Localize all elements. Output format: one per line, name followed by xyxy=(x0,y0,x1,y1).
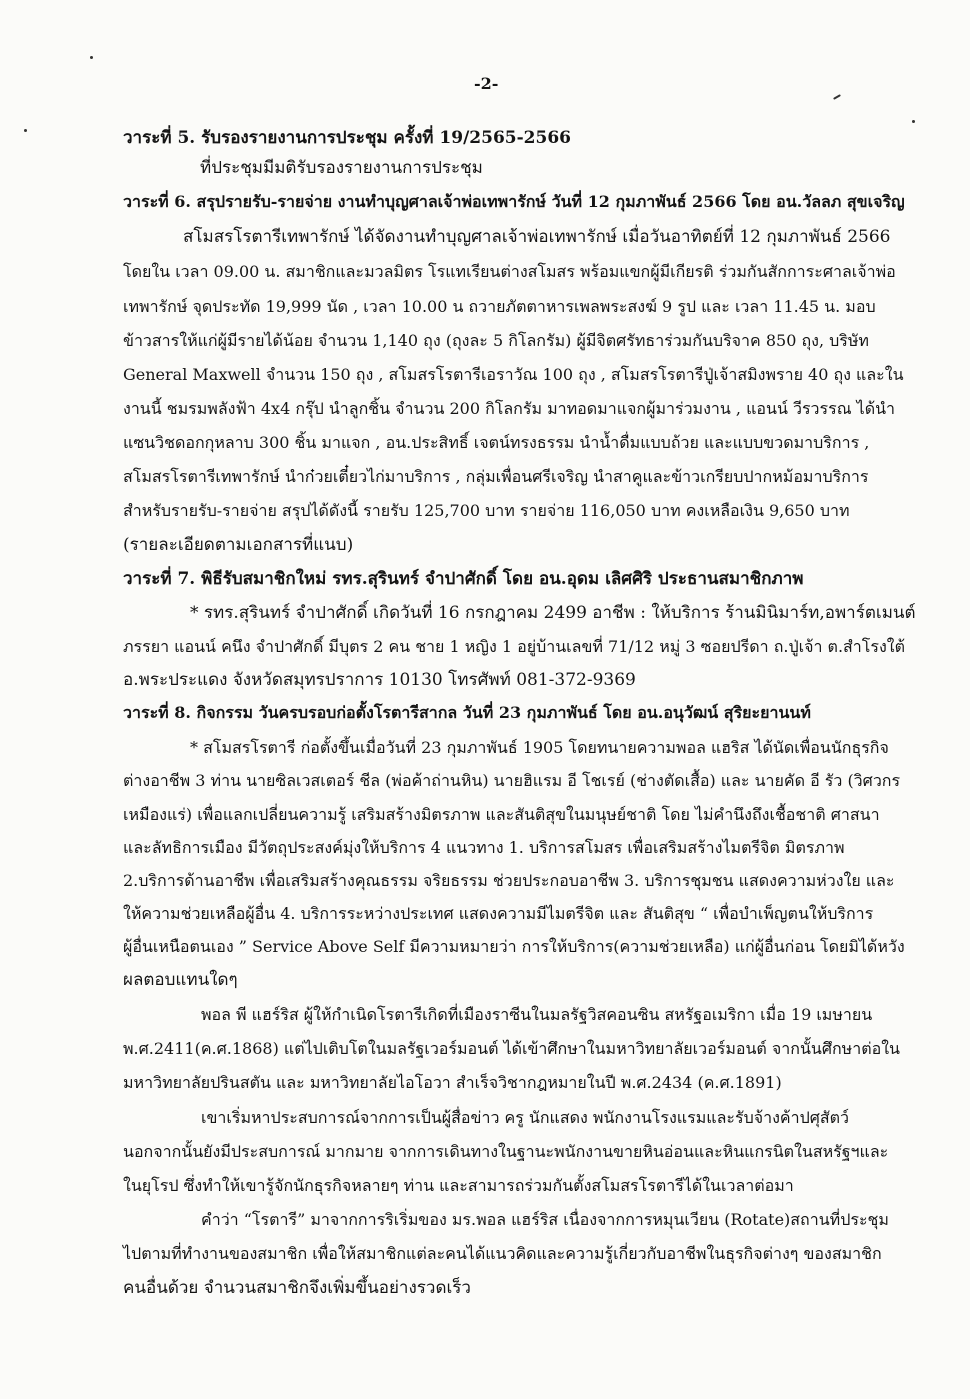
agenda-8-line-7: ผู้อื่นเหนือตนเอง ” Service Above Self มีความหมายว่า การให้บริการ(ความช่วยเหลือ) แก่ผู้อื่นก่อน โดยมิได้หวัง xyxy=(123,937,905,956)
scan-speck xyxy=(833,94,841,100)
agenda-6-line-8: สโมสรโรตารีเทพารักษ์ นำก๋วยเตี๋ยวไก่มาบริการ , กลุ่มเพื่อนศรีเจริญ นำสาคูและข้าวเกรียบปากหม้อมาบริการ xyxy=(123,467,869,486)
career-line-3: ในยุโรป ซึ่งทำให้เขารู้จักนักธุรกิจหลายๆ ท่าน และสามารถร่วมกันตั้งสโมสรโรตารีได้ในเวลาต่อมา xyxy=(123,1176,794,1195)
agenda-8-line-1: * สโมสรโรตารี ก่อตั้งขึ้นเมื่อวันที่ 23 กุมภาพันธ์ 1905 โดยทนายความพอล แฮริส ได้นัดเพื่อนนักธุรกิจ xyxy=(190,738,889,757)
agenda-6-line-7: แซนวิชดอกกุหลาบ 300 ชิ้น มาแจก , อน.ประสิทธิ์ เจตน์ทรงธรรม นำน้ำดื่มแบบถ้วย และแบบขวดมาบริการ , xyxy=(123,433,870,452)
rotary-name-line-2: ไปตามที่ทำงานของสมาชิก เพื่อให้สมาชิกแต่ละคนได้แนวคิดและความรู้เกี่ยวกับอาชีพในธุรกิจต่างๆ ของสมาชิก xyxy=(123,1244,882,1263)
agenda-5-heading: วาระที่ 5. รับรองรายงานการประชุม ครั้งที่ 19/2565-2566 xyxy=(123,128,571,148)
agenda-8-line-3: เหมืองแร่) เพื่อแลกเปลี่ยนความรู้ เสริมสร้างมิตรภาพ และสันติสุขในมนุษย์ชาติ โดย ไม่คำนึงถึงเชื้อชาติ ศาสนา xyxy=(123,805,880,824)
agenda-6-line-2: โดยใน เวลา 09.00 น. สมาชิกและมวลมิตร โรแทเรียนต่างสโมสร พร้อมแขกผู้มีเกียรติ ร่วมกันสักการะศาลเจ้าพ่อ xyxy=(123,262,896,281)
scan-speck xyxy=(24,129,27,132)
paul-harris-line-3: มหาวิทยาลัยปรินสตัน และ มหาวิทยาลัยไอโอวา สำเร็จวิชากฎหมายในปี พ.ศ.2434 (ค.ศ.1891) xyxy=(123,1073,782,1092)
agenda-8-line-5: 2.บริการด้านอาชีพ เพื่อเสริมสร้างคุณธรรม จริยธรรม ช่วยประกอบอาชีพ 3. บริการชุมชน แสดงความห่วงใย และ xyxy=(123,871,895,890)
agenda-8-line-6: ให้ความช่วยเหลือผู้อื่น 4. บริการระหว่างประเทศ แสดงความมีไมตรีจิต และ สันติสุข “ เพื่อบำเพ็ญตนให้บริการ xyxy=(123,904,874,923)
scan-speck xyxy=(912,120,915,123)
scan-speck xyxy=(90,56,93,59)
agenda-8-line-8: ผลตอบแทนใดๆ xyxy=(123,970,238,990)
career-line-1: เขาเริ่มหาประสบการณ์จากการเป็นผู้สื่อข่าว ครู นักแสดง พนักงานโรงแรมและรับจ้างค้าปศุสัตว์ xyxy=(201,1108,850,1127)
paul-harris-line-1: พอล พี แฮร์ริส ผู้ให้กำเนิดโรตารีเกิดที่เมืองราซีนในมลรัฐวิสคอนซิน สหรัฐอเมริกา เมื่อ 19 เมษายน xyxy=(201,1005,873,1024)
agenda-6-heading: วาระที่ 6. สรุปรายรับ-รายจ่าย งานทำบุญศาลเจ้าพ่อเทพารักษ์ วันที่ 12 กุมภาพันธ์ 2566 โดย อน.วัลลภ สุขเจริญ xyxy=(123,192,905,211)
agenda-6-line-9: สำหรับรายรับ-รายจ่าย สรุปได้ดังนี้ รายรับ 125,700 บาท รายจ่าย 116,050 บาท คงเหลือเงิน 9,650 บาท xyxy=(123,501,850,520)
agenda-6-line-1: สโมสรโรตารีเทพารักษ์ ได้จัดงานทำบุญศาลเจ้าพ่อเทพารักษ์ เมื่อวันอาทิตย์ที่ 12 กุมภาพันธ์ 2566 xyxy=(183,227,891,247)
career-line-2: นอกจากนั้นยังมีประสบการณ์ มากมาย จากการเดินทางในฐานะพนักงานขายหินอ่อนและหินแกรนิตในสหรัฐฯและ xyxy=(123,1142,889,1161)
agenda-6-line-6: งานนี้ ชมรมพลังฟ้า 4x4 กรุ๊ป นำลูกชิ้น จำนวน 200 กิโลกรัม มาทอดมาแจกผู้มาร่วมงาน , แอนน์ วีรวรรณ ได้นำ xyxy=(123,399,896,418)
agenda-7-line-1: * รทร.สุรินทร์ จำปาศักดิ์ เกิดวันที่ 16 กรกฎาคม 2499 อาชีพ : ให้บริการ ร้านมินิมาร์ท,อพาร์ตเมนต์ xyxy=(190,603,916,623)
agenda-7-heading: วาระที่ 7. พิธีรับสมาชิกใหม่ รทร.สุรินทร์ จำปาศักดิ์ โดย อน.อุดม เลิศศิริ ประธานสมาชิกภาพ xyxy=(123,569,804,589)
agenda-6-line-10: (รายละเอียดตามเอกสารที่แนบ) xyxy=(123,535,354,555)
page-number: -2- xyxy=(474,74,499,93)
agenda-7-line-2: ภรรยา แอนน์ คนึง จำปาศักดิ์ มีบุตร 2 คน ชาย 1 หญิง 1 อยู่บ้านเลขที่ 71/12 หมู่ 3 ซอยปรีดา ถ.ปู่เจ้า ต.สำโรงใต้ xyxy=(123,637,905,656)
agenda-8-heading: วาระที่ 8. กิจกรรม วันครบรอบก่อตั้งโรตารีสากล วันที่ 23 กุมภาพันธ์ โดย อน.อนุวัฒน์ สุริยะยานนท์ xyxy=(123,703,811,722)
paul-harris-line-2: พ.ศ.2411(ค.ศ.1868) แต่ไปเติบโตในมลรัฐเวอร์มอนต์ ได้เข้าศึกษาในมหาวิทยาลัยเวอร์มอนต์ จากนั้นศึกษาต่อใน xyxy=(123,1039,900,1058)
agenda-7-line-3: อ.พระประแดง จังหวัดสมุทรปราการ 10130 โทรศัพท์ 081-372-9369 xyxy=(123,670,636,690)
rotary-name-line-1: คำว่า “โรตารี” มาจากการริเริ่มของ มร.พอล แฮร์ริส เนื่องจากการหมุนเวียน (Rotate)สถานที่ประชุม xyxy=(201,1210,889,1229)
agenda-6-line-5: General Maxwell จำนวน 150 ถุง , สโมสรโรตารีเอราวัณ 100 ถุง , สโมสรโรตารีปู่เจ้าสมิงพราย 40 ถุง และใน xyxy=(123,365,904,384)
agenda-8-line-4: และลัทธิการเมือง มีวัตถุประสงค์มุ่งให้บริการ 4 แนวทาง 1. บริการสโมสร เพื่อเสริมสร้างไมตรีจิต มิตรภาพ xyxy=(123,838,845,857)
agenda-6-line-3: เทพารักษ์ จุดประทัด 19,999 นัด , เวลา 10.00 น ถวายภัตตาหารเพลพระสงฆ์ 9 รูป และ เวลา 11.45 น. มอบ xyxy=(123,297,876,316)
agenda-6-line-4: ข้าวสารให้แก่ผู้มีรายได้น้อย จำนวน 1,140 ถุง (ถุงละ 5 กิโลกรัม) ผู้มีจิตศรัทธาร่วมกันบริจาค 850 ถุง, บริษัท xyxy=(123,331,869,350)
rotary-name-line-3: คนอื่นด้วย จำนวนสมาชิกจึงเพิ่มขึ้นอย่างรวดเร็ว xyxy=(123,1278,471,1298)
agenda-5-resolution: ที่ประชุมมีมติรับรองรายงานการประชุม xyxy=(200,158,483,178)
agenda-8-line-2: ต่างอาชีพ 3 ท่าน นายซิลเวสเตอร์ ชีล (พ่อค้าถ่านหิน) นายฮิแรม อี โชเรย์ (ช่างตัดเสื้อ) และ นายคัด อี รัว (วิศวกร xyxy=(123,771,901,790)
